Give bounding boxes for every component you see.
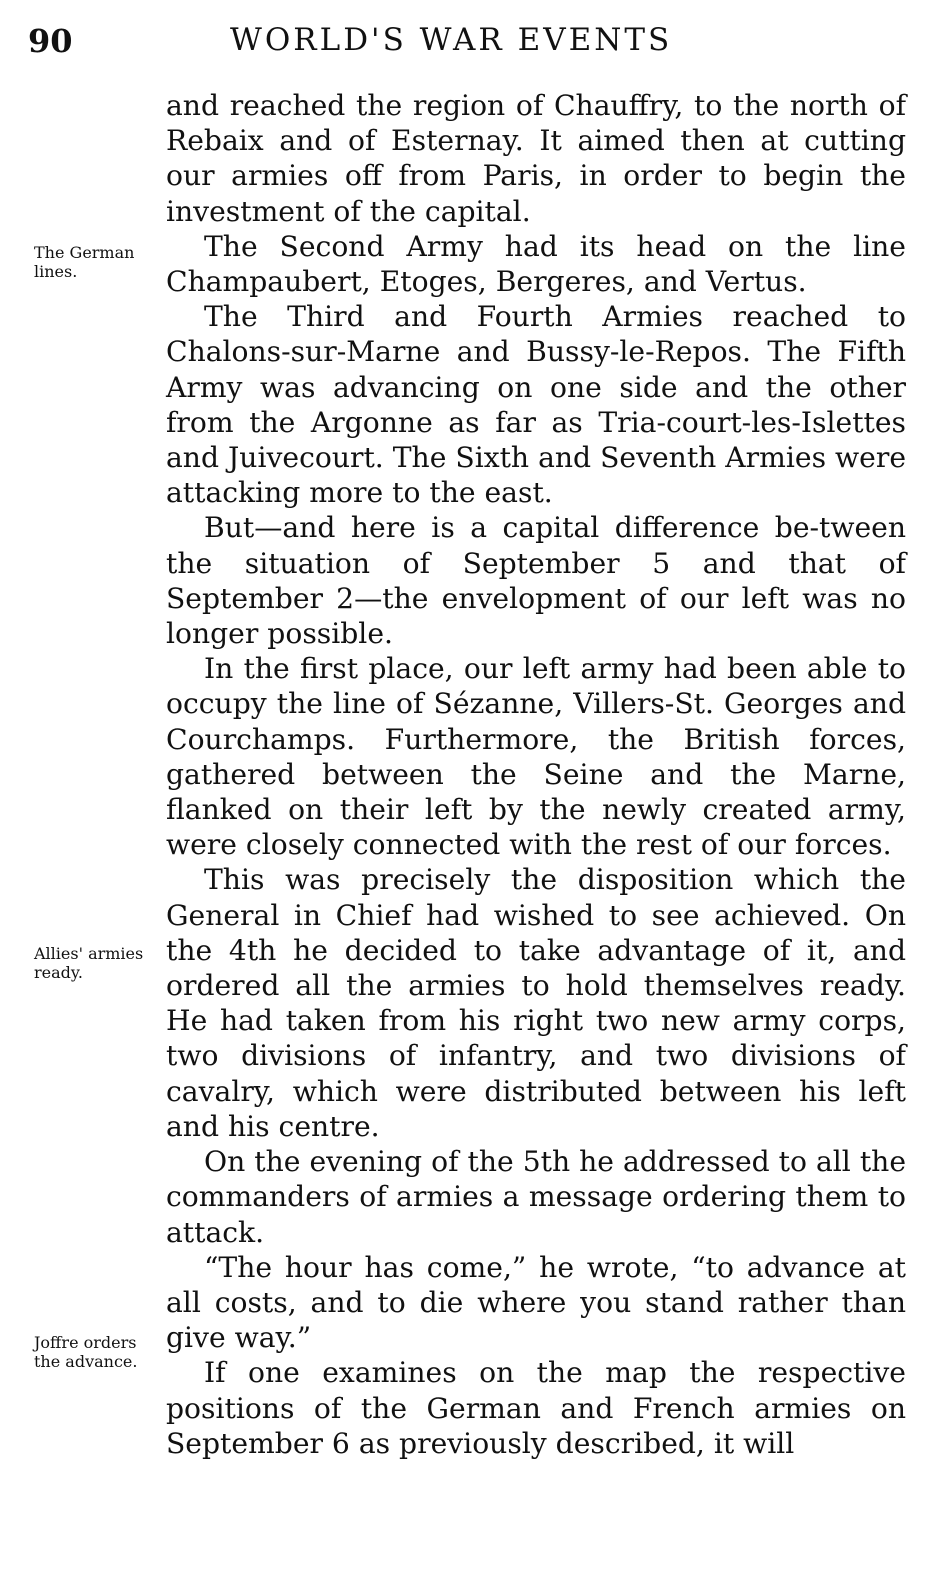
running-title: WORLD'S WAR EVENTS [230,22,673,58]
sidenote-german-lines: The German lines. [34,243,135,281]
paragraph-evening-of-5th: On the evening of the 5th he addressed to all the commanders of armies a message ordering them to attack. [166,1145,906,1249]
paragraph-disposition: This was precisely the disposition which the General in Chief had wished to see achieved. On the 4th he decided to take advantage of it, and ordered all the armies to hold themselves ready. He had taken from his right two new army corps, two divisions of infantry, and two divisions of cavalry, which were distributed between his left and his centre. [166,863,906,1143]
paragraph-capital-difference: But—and here is a capital difference be-tween the situation of September 5 and that of September 2—the envelopment of our left was no longer possible. [166,511,906,651]
sidenote-allies-ready: Allies' armies ready. [34,944,144,982]
paragraph-map-examination: If one examines on the map the respective positions of the German and French armies on September 6 as previously described, it will [166,1356,906,1460]
paragraph-second-army: The Second Army had its head on the line Champaubert, Etoges, Bergeres, and Vertus. [166,229,906,299]
paragraph-first-place: In the first place, our left army had been able to occupy the line of Sézanne, Villers-St. Georges and Courchamps. Furthermore, the British forces, gathered between the Seine and the Marne, flanked on their left by the newly created army, were closely connected with the rest of our forces. [166,652,906,862]
paragraph-continuation: and reached the region of Chauffry, to the north of Rebaix and of Esternay. It aimed then at cutting our armies off from Paris, in order to begin the investment of the capital. [166,89,906,228]
paragraph-quote: “The hour has come,” he wrote, “to advance at all costs, and to die where you stand rather than give way.” [166,1250,906,1355]
body-text [166,88,906,1461]
sidenote-joffre-advance: Joffre orders the advance. [34,1333,138,1371]
paragraph-third-fourth-armies: The Third and Fourth Armies reached to Chalons-sur-Marne and Bussy-le-Repos. The Fifth Army was advancing on one side and the other from the Argonne as far as Tria-court-les-Islettes and Juivecourt. The Sixth and Seventh Armies were attacking more to the east. [166,300,906,510]
page-number: 90 [28,22,73,60]
